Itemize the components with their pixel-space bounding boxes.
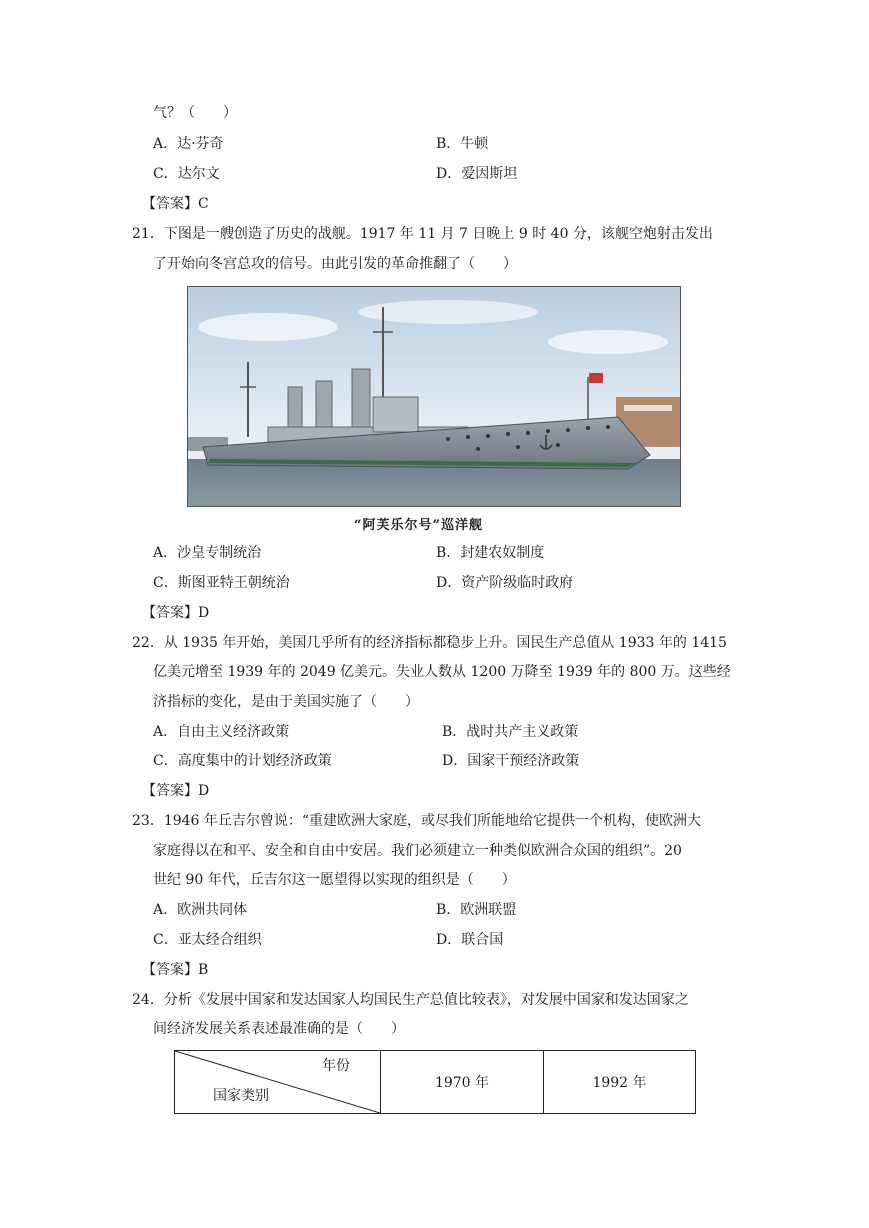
aurora-cruiser-photo bbox=[187, 286, 681, 507]
q20-option-c: C．达尔文 bbox=[153, 166, 220, 182]
q23-option-b: B．欧洲联盟 bbox=[436, 902, 517, 918]
diagonal-header-cell bbox=[175, 1051, 381, 1114]
q20-answer: 【答案】C bbox=[142, 196, 209, 212]
q20-stem-tail: 气？（ ） bbox=[153, 105, 237, 121]
q21-option-d: D．资产阶级临时政府 bbox=[436, 575, 574, 591]
q20-option-a: A．达·芬奇 bbox=[153, 136, 224, 152]
q23-option-a: A．欧洲共同体 bbox=[153, 902, 248, 918]
gnp-comparison-table bbox=[174, 1050, 696, 1114]
q24-stem-line2: 间经济发展关系表述最准确的是（ ） bbox=[153, 1021, 405, 1037]
q23-stem-line2: 家庭得以在和平、安全和自由中安居。我们必须建立一种类似欧洲合众国的组织”。20 bbox=[153, 843, 682, 859]
q22-option-c: C．高度集中的计划经济政策 bbox=[153, 753, 332, 769]
header-1992: 1992 年 bbox=[544, 1051, 696, 1114]
q21-stem-line1: 21．下图是一艘创造了历史的战舰。1917 年 11 月 7 日晚上 9 时 40 分，该舰空炮射击发出 bbox=[132, 226, 713, 242]
q20-option-d: D．爱因斯坦 bbox=[436, 166, 518, 182]
q22-option-b: B．战时共产主义政策 bbox=[442, 724, 579, 740]
q21-option-a: A．沙皇专制统治 bbox=[153, 545, 262, 561]
q23-option-c: C．亚太经合组织 bbox=[153, 932, 262, 948]
header-year-label: 年份 bbox=[322, 1058, 350, 1074]
q23-answer: 【答案】B bbox=[142, 962, 209, 978]
q21-stem-line2: 了开始向冬宫总攻的信号。由此引发的革命推翻了（ ） bbox=[153, 256, 517, 272]
q21-option-b: B．封建农奴制度 bbox=[436, 545, 545, 561]
q23-stem-line3: 世纪 90 年代，丘吉尔这一愿望得以实现的组织是（ ） bbox=[153, 872, 516, 888]
q22-option-d: D．国家干预经济政策 bbox=[442, 753, 580, 769]
header-category-label: 国家类别 bbox=[213, 1088, 269, 1104]
q22-stem-line2: 亿美元增至 1939 年的 2049 亿美元。失业人数从 1200 万降至 1939 年的 800 万。这些经 bbox=[153, 664, 731, 680]
q22-stem-line1: 22．从 1935 年开始，美国几乎所有的经济指标都稳步上升。国民生产总值从 1933 年的 1415 bbox=[132, 635, 727, 651]
q20-option-b: B．牛顿 bbox=[436, 136, 489, 152]
header-1970: 1970 年 bbox=[381, 1051, 544, 1114]
q23-stem-line1: 23．1946 年丘吉尔曾说：“重建欧洲大家庭，或尽我们所能地给它提供一个机构，使欧洲大 bbox=[132, 813, 702, 829]
q21-answer: 【答案】D bbox=[142, 605, 210, 621]
q22-option-a: A．自由主义经济政策 bbox=[153, 724, 290, 740]
q23-option-d: D．联合国 bbox=[436, 932, 504, 948]
q21-option-c: C．斯图亚特王朝统治 bbox=[153, 575, 290, 591]
q22-answer: 【答案】D bbox=[142, 783, 210, 799]
q24-stem-line1: 24．分析《发展中国家和发达国家人均国民生产总值比较表》，对发展中国家和发达国家之 bbox=[132, 992, 689, 1008]
photo-caption: “阿芙乐尔号”巡洋舰 bbox=[354, 518, 483, 533]
q22-stem-line3: 济指标的变化，是由于美国实施了（ ） bbox=[153, 694, 419, 710]
table-header-row bbox=[175, 1051, 696, 1114]
